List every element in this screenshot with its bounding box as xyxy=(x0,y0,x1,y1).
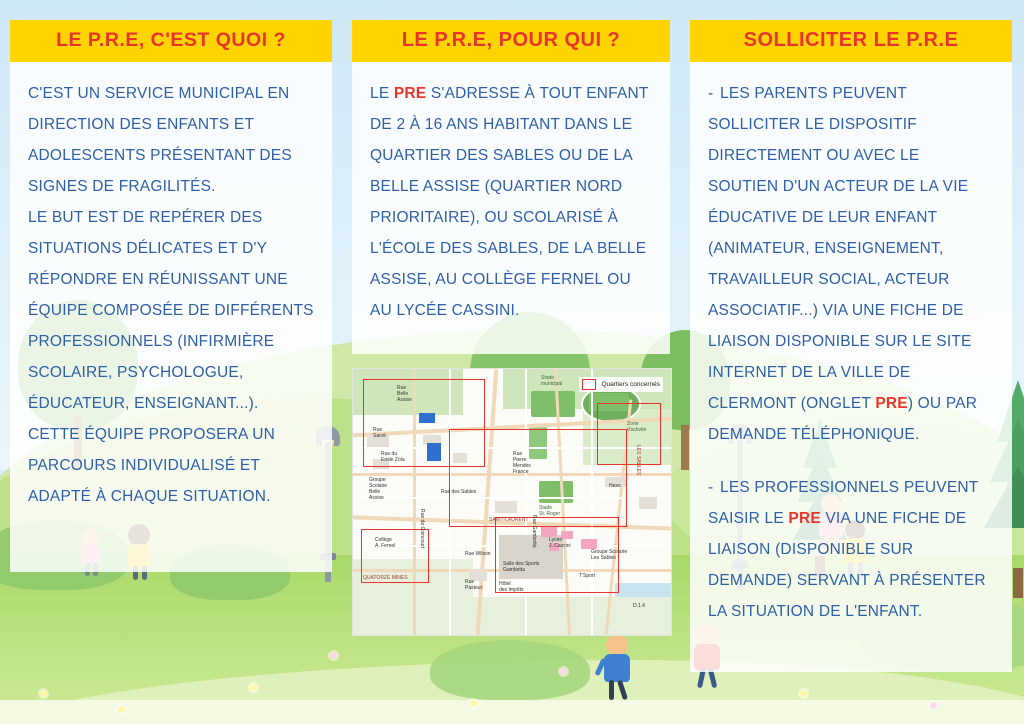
child-figure xyxy=(596,634,640,700)
column-forwhom-title: LE P.R.E, POUR QUI ? xyxy=(352,20,670,62)
flower xyxy=(930,702,937,709)
bullet-dash: - xyxy=(708,85,714,102)
column-request-title: SOLLICITER LE P.R.E xyxy=(690,20,1012,62)
list-item xyxy=(708,78,994,450)
highlight-pre: PRE xyxy=(875,395,908,412)
flower xyxy=(560,668,567,675)
column-what-body xyxy=(10,62,332,572)
road-strip xyxy=(0,700,1024,724)
text-part: LES PROFESSIONNELS PEUVENT SAISIR LE xyxy=(708,479,979,527)
column-forwhom-body xyxy=(352,62,670,354)
bullet-dash: - xyxy=(708,479,714,496)
column-request xyxy=(690,20,1012,672)
flower xyxy=(330,652,337,659)
paragraph: C'EST UN SERVICE MUNICIPAL EN DIRECTION DES ENFANTS ET ADOLESCENTS PRÉSENTANT DES SIGNES DE FRAGILITÉS. xyxy=(28,85,292,195)
paragraph: LE BUT EST DE REPÉRER DES SITUATIONS DÉLICATES ET D'Y RÉPONDRE EN RÉUNISSANT UNE ÉQUIPE COMPOSÉE DE DIFFÉRENTS PROFESSIONNELS (INFIRMIÈRE SCOLAIRE, PSYCHOLOGUE, ÉDUCATEUR, ENSEIGNANT...). xyxy=(28,209,314,412)
list-item xyxy=(708,472,994,627)
paragraph: CETTE ÉQUIPE PROPOSERA UN PARCOURS INDIVIDUALISÉ ET ADAPTÉ À CHAQUE SITUATION. xyxy=(28,426,276,505)
text-part: VIA UNE FICHE DE LIAISON (DISPONIBLE SUR DEMANDE) SERVANT À PRÉSENTER LA SITUATION DE L'ENFANT. xyxy=(708,510,986,620)
flower xyxy=(470,700,477,707)
text-part: LES PARENTS PEUVENT SOLLICITER LE DISPOSITIF DIRECTEMENT OU AVEC LE SOUTIEN D'UN ACTEUR DE LA VIE ÉDUCATIVE DE LEUR ENFANT (ANIMATEUR, ENSEIGNEMENT, TRAVAILLEUR SOCIAL, ACTEUR ASSOCIATIF...) VIA UNE FICHE DE LIAISON DISPONIBLE SUR LE SITE INTERNET DE LA VILLE DE CLERMONT (ONGLET xyxy=(708,85,972,412)
flower xyxy=(40,690,47,697)
highlight-pre: PRE xyxy=(393,85,427,102)
legend-swatch-icon xyxy=(582,379,596,390)
text-part: S'ADRESSE À TOUT ENFANT DE 2 À 16 ANS HABITANT DANS LE QUARTIER DES SABLES OU DE LA BELLE ASSISE (QUARTIER NORD PRIORITAIRE), OU SCOLARISÉ À L'ÉCOLE DES SABLES, DE LA BELLE ASSISE, AU COLLÈGE FERNEL OU AU LYCÉE CASSINI. xyxy=(370,85,649,319)
highlight-pre: PRE xyxy=(788,510,821,527)
map-canvas: Rue Belle Assise Stade municipal Zone d'activité LES SABLES Rue Sacré Rue du Emile Zola Rue Pierre Mendès France Stade St. Roger Groupe Scolaire Belle Assise SAINT-LAURENT Rue des Sables Collège A. Fernel Rue Wilson Lycée J. Cassini Groupe Scolaire Les Sables Salle des Sports Gambetta Hexo QUATORZE MINES Rue Pasteur Hôtel des Impôts T'Sport D.1.4 Rue Gambetta Rue de Giencourt Quartiers concernés xyxy=(353,369,671,635)
flower xyxy=(800,690,807,697)
spacer xyxy=(708,450,994,472)
column-request-body xyxy=(690,62,1012,672)
text-part: ) OU PAR DEMANDE TÉLÉPHONIQUE. xyxy=(708,395,978,443)
paragraph xyxy=(370,78,652,326)
column-what xyxy=(10,20,332,572)
column-what-title: LE P.R.E, C'EST QUOI ? xyxy=(10,20,332,62)
column-forwhom xyxy=(352,20,670,354)
map-card[interactable] xyxy=(352,368,672,636)
flower xyxy=(118,706,125,713)
map-legend xyxy=(579,377,663,392)
text-part: LE xyxy=(370,85,394,102)
legend-label: Quartiers concernés xyxy=(601,381,660,388)
flower xyxy=(250,684,257,691)
